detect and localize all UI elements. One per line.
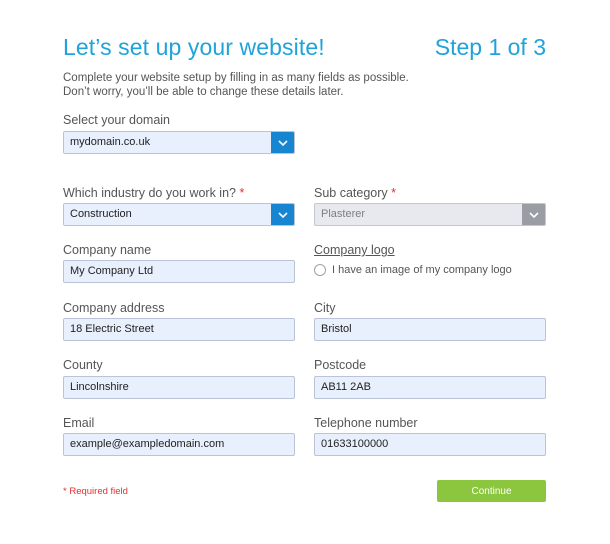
subcategory-select[interactable] <box>314 203 546 226</box>
continue-button[interactable]: Continue <box>437 480 546 502</box>
company-name-label: Company name <box>63 243 152 257</box>
industry-select-value: Construction <box>70 208 132 220</box>
telephone-label: Telephone number <box>314 416 418 430</box>
subcategory-select-value: Plasterer <box>321 208 366 220</box>
postcode-input[interactable]: AB11 2AB <box>314 376 546 399</box>
email-label: Email <box>63 416 95 430</box>
step-indicator: Step 1 of 3 <box>434 34 546 60</box>
domain-label: Select your domain <box>63 113 171 127</box>
industry-select[interactable] <box>63 203 295 226</box>
subcategory-label <box>314 186 396 200</box>
required-asterisk: * <box>391 186 397 200</box>
county-input[interactable]: Lincolnshire <box>63 376 295 399</box>
industry-label-text: Which industry do you work in? <box>63 186 236 200</box>
county-label: County <box>63 358 103 372</box>
intro-text <box>63 71 409 99</box>
company-logo-link[interactable]: Company logo <box>314 243 395 257</box>
company-name-input[interactable]: My Company Ltd <box>63 260 295 283</box>
page-title: Let’s set up your website! <box>63 34 325 60</box>
email-input[interactable]: example@exampledomain.com <box>63 433 295 456</box>
city-input[interactable]: Bristol <box>314 318 546 341</box>
chevron-down-icon[interactable] <box>522 203 546 226</box>
company-logo-radio[interactable] <box>314 264 326 276</box>
required-field-note: * Required field <box>63 486 128 497</box>
company-address-label: Company address <box>63 301 165 315</box>
company-address-input[interactable]: 18 Electric Street <box>63 318 295 341</box>
required-asterisk: * <box>239 186 245 200</box>
postcode-label: Postcode <box>314 358 367 372</box>
intro-line-1: Complete your website setup by filling in as many fields as possible. <box>63 72 409 84</box>
domain-select[interactable] <box>63 131 295 154</box>
city-label: City <box>314 301 336 315</box>
domain-select-value: mydomain.co.uk <box>70 136 151 148</box>
industry-label <box>63 186 244 200</box>
chevron-down-icon[interactable] <box>271 131 295 154</box>
company-logo-option[interactable] <box>314 264 512 276</box>
chevron-down-icon[interactable] <box>271 203 295 226</box>
telephone-input[interactable]: 01633100000 <box>314 433 546 456</box>
intro-line-2: Don’t worry, you’ll be able to change these details later. <box>63 86 344 98</box>
company-logo-option-label: I have an image of my company logo <box>332 264 512 276</box>
subcategory-label-text: Sub category <box>314 186 388 200</box>
